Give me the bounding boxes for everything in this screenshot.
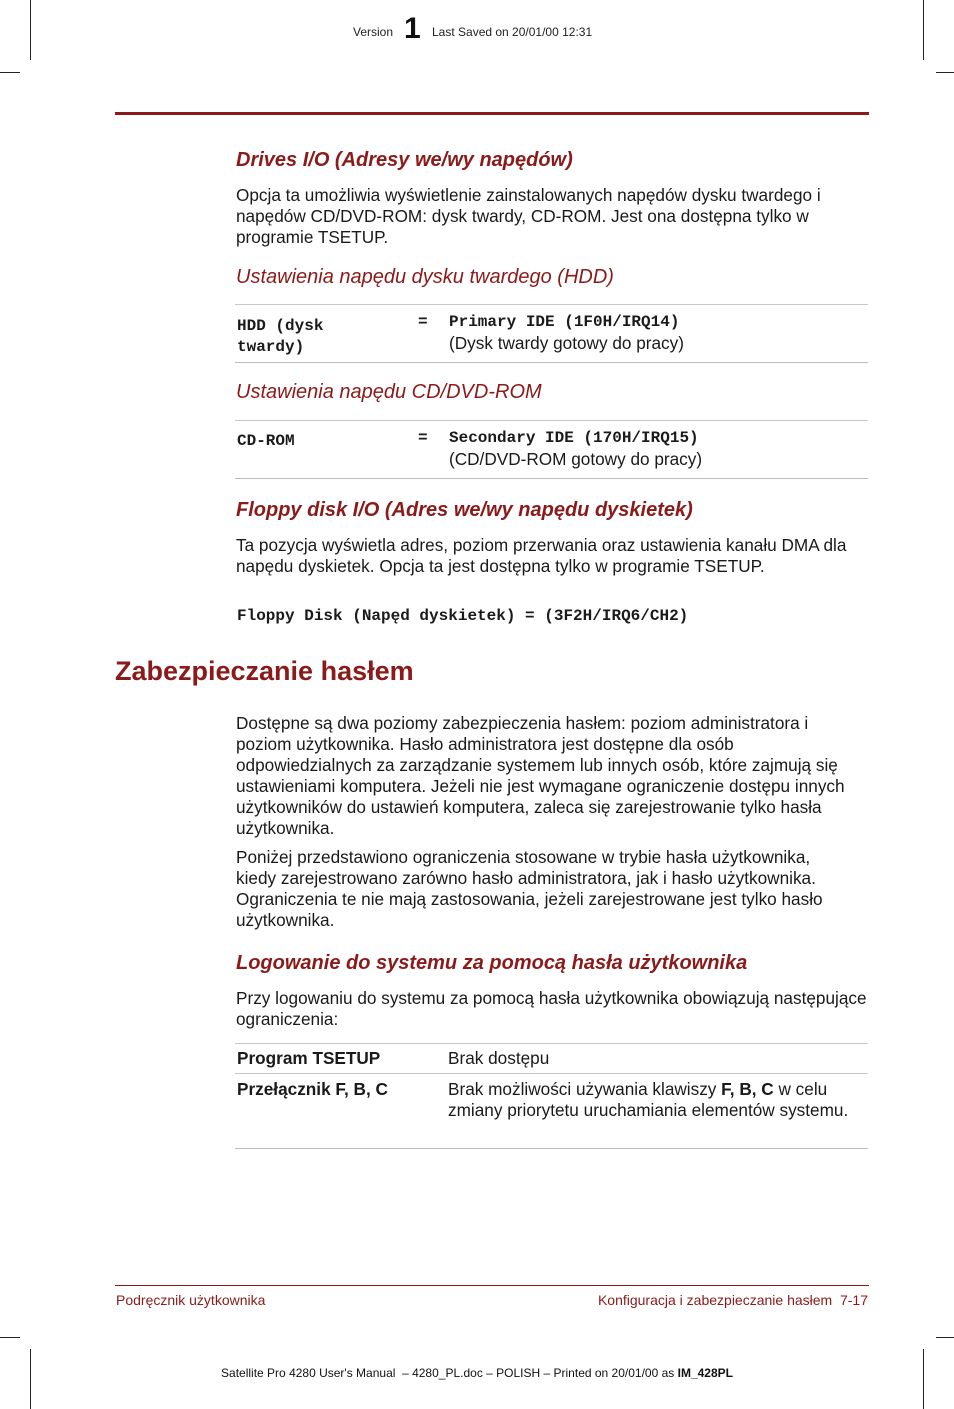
hdd-key-line2: twardy) — [237, 338, 305, 356]
table-rule — [235, 304, 868, 305]
cdrom-equals: = — [418, 429, 428, 447]
last-saved: Last Saved on 20/01/00 12:31 — [432, 25, 593, 39]
floppy-setting: Floppy Disk (Napęd dyskietek) = (3F2H/IRQ6/CH2) — [237, 607, 689, 625]
print-line-text: Satellite Pro 4280 User's Manual – 4280_PL.doc – POLISH – Printed on 20/01/00 as — [221, 1366, 678, 1380]
hdd-key — [237, 316, 323, 358]
floppy-heading: Floppy disk I/O (Adres we/wy napędu dyskietek) — [236, 499, 693, 521]
header-rule — [115, 112, 869, 115]
password-heading: Zabezpieczanie hasłem — [115, 656, 414, 686]
hdd-heading: Ustawienia napędu dysku twardego (HDD) — [236, 266, 614, 288]
footer-rule — [115, 1285, 869, 1286]
version-label: Version — [353, 25, 394, 39]
crop-mark — [923, 0, 924, 60]
hdd-value: Primary IDE (1F0H/IRQ14) — [449, 313, 680, 331]
logon-row-label: Przełącznik F, B, C — [237, 1079, 388, 1099]
footer-right: Konfiguracja i zabezpieczanie hasłem 7-17 — [597, 1292, 868, 1308]
table-rule — [235, 1043, 868, 1044]
logon-row-text-before: Brak możliwości używania klawiszy — [448, 1079, 722, 1099]
logon-row-label: Program TSETUP — [237, 1048, 381, 1068]
cdrom-key: CD-ROM — [237, 432, 295, 450]
print-code: IM_428PL — [677, 1366, 733, 1380]
logon-row-keys: F, B, C — [721, 1079, 774, 1099]
table-rule — [235, 362, 868, 363]
hdd-description: (Dysk twardy gotowy do pracy) — [449, 333, 684, 353]
crop-mark — [0, 72, 20, 73]
drives-io-heading: Drives I/O (Adresy we/wy napędów) — [236, 149, 573, 171]
table-rule — [235, 1148, 868, 1149]
logon-row-text-after: w celu zmiany priorytetu uruchamiania elementów systemu. — [448, 1079, 849, 1120]
crop-mark — [0, 1337, 20, 1338]
hdd-key-line1: HDD (dysk — [237, 317, 324, 335]
table-rule — [235, 420, 868, 421]
password-para1: Dostępne są dwa poziomy zabezpieczenia hasłem: poziom administratora i poziom użytkownika. Hasło administratora jest dostępne dla osób odpowiedzialnych za zarządzanie systemem lub innych osób, które zajmują się ustawieniami komputera. Jeżeli nie jest wymagane ograniczenie dostępu innych użytkowników do ustawień komputera, zaleca się zarejestrowanie tylko hasła użytkownika. — [236, 713, 845, 838]
crop-mark — [30, 0, 31, 60]
footer-left: Podręcznik użytkownika — [116, 1292, 266, 1308]
drives-io-body: Opcja ta umożliwia wyświetlenie zainstalowanych napędów dysku twardego i napędów CD/DVD-ROM: dysk twardy, CD-ROM. Jest ona dostępna tylko w programie TSETUP. — [236, 185, 821, 247]
floppy-body: Ta pozycja wyświetla adres, poziom przerwania oraz ustawienia kanału DMA dla napędu dyskietek. Opcja ta jest dostępna tylko w programie TSETUP. — [236, 535, 847, 576]
print-line — [0, 1366, 954, 1380]
logon-heading: Logowanie do systemu za pomocą hasła użytkownika — [236, 952, 748, 974]
cdrom-heading: Ustawienia napędu CD/DVD-ROM — [236, 381, 542, 403]
logon-body: Przy logowaniu do systemu za pomocą hasła użytkownika obowiązują następujące ograniczenia: — [236, 988, 867, 1029]
version-number: 1 — [404, 12, 421, 45]
table-rule — [235, 1073, 868, 1074]
table-rule — [235, 478, 868, 479]
password-para2: Poniżej przedstawiono ograniczenia stosowane w trybie hasła użytkownika, kiedy zarejestrowano zarówno hasło administratora, jak i hasło użytkownika. Ograniczenia te nie mają zastosowania, jeżeli zarejestrowane jest tylko hasło użytkownika. — [236, 847, 823, 930]
hdd-equals: = — [418, 313, 428, 331]
logon-row-text — [448, 1079, 870, 1121]
cdrom-description: (CD/DVD-ROM gotowy do pracy) — [449, 449, 703, 469]
cdrom-value: Secondary IDE (170H/IRQ15) — [449, 429, 699, 447]
crop-mark — [936, 72, 954, 73]
logon-row-text: Brak dostępu — [448, 1048, 550, 1068]
crop-mark — [936, 1337, 954, 1338]
